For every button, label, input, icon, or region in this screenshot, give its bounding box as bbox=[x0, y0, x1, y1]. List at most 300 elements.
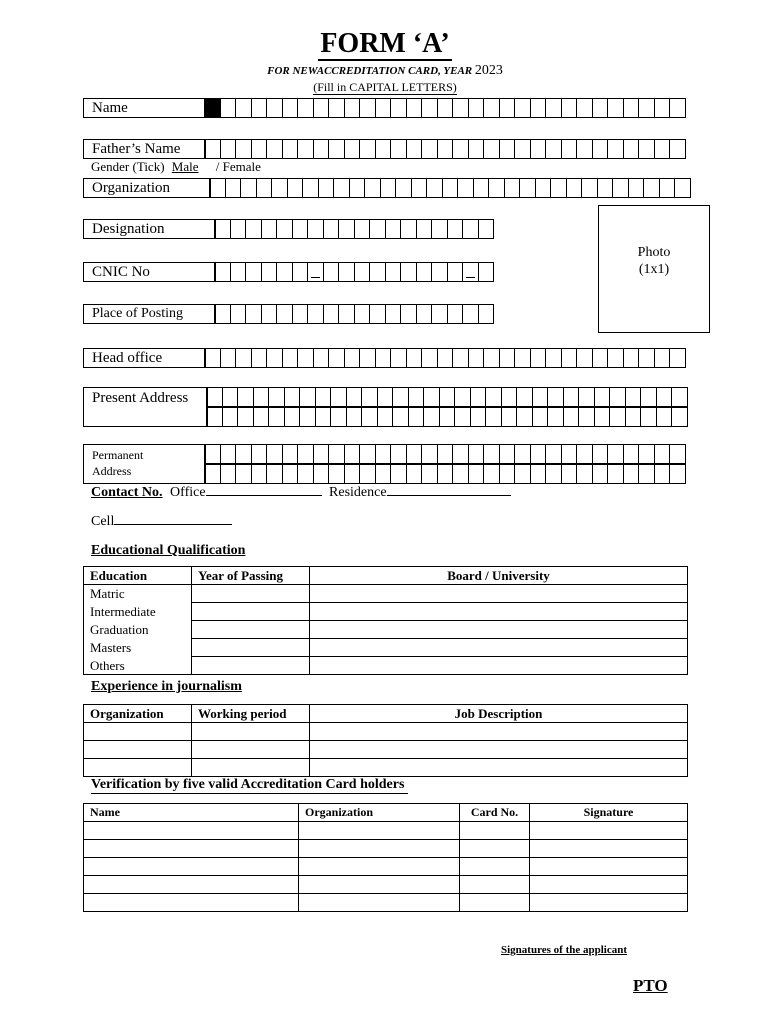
char-box[interactable] bbox=[486, 387, 502, 407]
char-box[interactable] bbox=[308, 262, 324, 282]
char-box[interactable] bbox=[345, 464, 361, 484]
table-cell[interactable] bbox=[192, 759, 310, 777]
table-cell[interactable] bbox=[530, 876, 688, 894]
char-box[interactable] bbox=[520, 178, 536, 198]
char-box[interactable] bbox=[329, 98, 345, 118]
char-box[interactable] bbox=[500, 98, 516, 118]
char-box[interactable] bbox=[432, 262, 448, 282]
char-box[interactable] bbox=[370, 219, 386, 239]
char-box[interactable] bbox=[238, 387, 254, 407]
char-box[interactable] bbox=[355, 262, 371, 282]
char-box[interactable] bbox=[355, 219, 371, 239]
char-box[interactable] bbox=[365, 178, 381, 198]
char-box[interactable] bbox=[515, 348, 531, 368]
char-box[interactable] bbox=[231, 304, 247, 324]
char-box[interactable] bbox=[267, 139, 283, 159]
char-box[interactable] bbox=[657, 407, 673, 427]
char-box[interactable] bbox=[546, 348, 562, 368]
char-box[interactable] bbox=[500, 464, 516, 484]
char-box[interactable] bbox=[238, 407, 254, 427]
table-cell[interactable] bbox=[310, 603, 688, 621]
char-box[interactable] bbox=[277, 304, 293, 324]
char-box[interactable] bbox=[391, 464, 407, 484]
table-cell[interactable] bbox=[299, 858, 460, 876]
char-box[interactable] bbox=[339, 219, 355, 239]
present-address-boxes-2[interactable] bbox=[207, 407, 688, 427]
char-box[interactable] bbox=[502, 387, 518, 407]
char-box[interactable] bbox=[438, 98, 454, 118]
char-box[interactable] bbox=[484, 348, 500, 368]
table-cell[interactable] bbox=[299, 840, 460, 858]
char-box[interactable] bbox=[236, 348, 252, 368]
char-box[interactable] bbox=[515, 139, 531, 159]
char-box[interactable] bbox=[641, 387, 657, 407]
char-box[interactable] bbox=[283, 464, 299, 484]
char-box[interactable] bbox=[205, 444, 221, 464]
char-box[interactable] bbox=[283, 139, 299, 159]
char-box[interactable] bbox=[479, 262, 495, 282]
char-box[interactable] bbox=[345, 348, 361, 368]
char-box[interactable] bbox=[298, 139, 314, 159]
char-box[interactable] bbox=[360, 444, 376, 464]
char-box[interactable] bbox=[610, 407, 626, 427]
char-box[interactable] bbox=[360, 348, 376, 368]
char-box[interactable] bbox=[355, 304, 371, 324]
char-box[interactable] bbox=[624, 348, 640, 368]
char-box[interactable] bbox=[484, 444, 500, 464]
char-box[interactable] bbox=[593, 139, 609, 159]
present-address-boxes-1[interactable] bbox=[207, 387, 688, 407]
char-box[interactable] bbox=[407, 348, 423, 368]
char-box[interactable] bbox=[500, 444, 516, 464]
char-box[interactable] bbox=[469, 348, 485, 368]
char-box[interactable] bbox=[362, 387, 378, 407]
char-box[interactable] bbox=[246, 219, 262, 239]
char-box[interactable] bbox=[386, 219, 402, 239]
char-box[interactable] bbox=[517, 407, 533, 427]
char-box[interactable] bbox=[407, 444, 423, 464]
table-cell[interactable] bbox=[310, 759, 688, 777]
char-box[interactable] bbox=[548, 407, 564, 427]
char-box[interactable] bbox=[412, 178, 428, 198]
table-cell[interactable] bbox=[84, 858, 299, 876]
char-box[interactable] bbox=[272, 178, 288, 198]
cnic-boxes[interactable] bbox=[215, 262, 494, 282]
char-box[interactable] bbox=[362, 407, 378, 427]
char-box[interactable] bbox=[515, 444, 531, 464]
char-box[interactable] bbox=[262, 262, 278, 282]
char-box[interactable] bbox=[608, 139, 624, 159]
char-box[interactable] bbox=[370, 262, 386, 282]
char-box[interactable] bbox=[314, 444, 330, 464]
char-box[interactable] bbox=[396, 178, 412, 198]
char-box[interactable] bbox=[474, 178, 490, 198]
char-box[interactable] bbox=[469, 98, 485, 118]
char-box[interactable] bbox=[546, 98, 562, 118]
char-box[interactable] bbox=[267, 444, 283, 464]
char-box[interactable] bbox=[215, 304, 231, 324]
char-box[interactable] bbox=[267, 348, 283, 368]
char-box[interactable] bbox=[562, 464, 578, 484]
char-box[interactable] bbox=[624, 139, 640, 159]
char-box[interactable] bbox=[360, 98, 376, 118]
char-box[interactable] bbox=[458, 178, 474, 198]
char-box[interactable] bbox=[386, 304, 402, 324]
char-box[interactable] bbox=[422, 139, 438, 159]
char-box[interactable] bbox=[564, 407, 580, 427]
char-box[interactable] bbox=[453, 98, 469, 118]
char-box[interactable] bbox=[298, 444, 314, 464]
char-box[interactable] bbox=[424, 407, 440, 427]
char-box[interactable] bbox=[655, 464, 671, 484]
char-box[interactable] bbox=[593, 348, 609, 368]
table-cell[interactable] bbox=[310, 585, 688, 603]
char-box[interactable] bbox=[205, 139, 221, 159]
char-box[interactable] bbox=[641, 407, 657, 427]
char-box[interactable] bbox=[221, 444, 237, 464]
char-box[interactable] bbox=[448, 304, 464, 324]
char-box[interactable] bbox=[300, 387, 316, 407]
table-cell[interactable] bbox=[299, 876, 460, 894]
char-box[interactable] bbox=[479, 304, 495, 324]
char-box[interactable] bbox=[502, 407, 518, 427]
char-box[interactable] bbox=[267, 98, 283, 118]
char-box[interactable] bbox=[546, 139, 562, 159]
table-cell[interactable] bbox=[192, 741, 310, 759]
char-box[interactable] bbox=[285, 407, 301, 427]
char-box[interactable] bbox=[531, 139, 547, 159]
char-box[interactable] bbox=[391, 348, 407, 368]
char-box[interactable] bbox=[500, 348, 516, 368]
char-box[interactable] bbox=[285, 387, 301, 407]
char-box[interactable] bbox=[424, 387, 440, 407]
char-box[interactable] bbox=[639, 348, 655, 368]
char-box[interactable] bbox=[252, 444, 268, 464]
char-box[interactable] bbox=[639, 444, 655, 464]
char-box[interactable] bbox=[314, 139, 330, 159]
char-box[interactable] bbox=[438, 464, 454, 484]
char-box[interactable] bbox=[639, 98, 655, 118]
char-box[interactable] bbox=[613, 178, 629, 198]
char-box[interactable] bbox=[207, 407, 223, 427]
char-box[interactable] bbox=[463, 304, 479, 324]
char-box[interactable] bbox=[582, 178, 598, 198]
permanent-address-boxes-2[interactable] bbox=[205, 464, 686, 484]
char-box[interactable] bbox=[236, 444, 252, 464]
photo-box[interactable] bbox=[598, 205, 710, 333]
char-box[interactable] bbox=[453, 348, 469, 368]
char-box[interactable] bbox=[536, 178, 552, 198]
char-box[interactable] bbox=[562, 139, 578, 159]
char-box[interactable] bbox=[393, 387, 409, 407]
char-box[interactable] bbox=[500, 139, 516, 159]
table-cell[interactable] bbox=[460, 858, 530, 876]
char-box[interactable] bbox=[608, 444, 624, 464]
table-cell[interactable] bbox=[310, 741, 688, 759]
char-box[interactable] bbox=[655, 348, 671, 368]
char-box[interactable] bbox=[370, 304, 386, 324]
table-cell[interactable] bbox=[530, 894, 688, 912]
char-box[interactable] bbox=[205, 98, 221, 118]
char-box[interactable] bbox=[226, 178, 242, 198]
char-box[interactable] bbox=[469, 464, 485, 484]
char-box[interactable] bbox=[252, 464, 268, 484]
char-box[interactable] bbox=[350, 178, 366, 198]
char-box[interactable] bbox=[283, 444, 299, 464]
char-box[interactable] bbox=[254, 387, 270, 407]
table-cell[interactable] bbox=[192, 639, 310, 657]
char-box[interactable] bbox=[577, 464, 593, 484]
char-box[interactable] bbox=[593, 444, 609, 464]
char-box[interactable] bbox=[463, 262, 479, 282]
char-box[interactable] bbox=[479, 219, 495, 239]
char-box[interactable] bbox=[533, 407, 549, 427]
char-box[interactable] bbox=[329, 444, 345, 464]
table-cell[interactable] bbox=[310, 639, 688, 657]
char-box[interactable] bbox=[440, 407, 456, 427]
char-box[interactable] bbox=[562, 348, 578, 368]
char-box[interactable] bbox=[241, 178, 257, 198]
char-box[interactable] bbox=[257, 178, 273, 198]
char-box[interactable] bbox=[401, 304, 417, 324]
char-box[interactable] bbox=[288, 178, 304, 198]
char-box[interactable] bbox=[269, 387, 285, 407]
table-cell[interactable] bbox=[460, 822, 530, 840]
char-box[interactable] bbox=[293, 304, 309, 324]
char-box[interactable] bbox=[579, 387, 595, 407]
fathers-name-boxes[interactable] bbox=[205, 139, 686, 159]
char-box[interactable] bbox=[314, 98, 330, 118]
char-box[interactable] bbox=[215, 219, 231, 239]
gender-female-option[interactable]: / Female bbox=[215, 159, 261, 174]
char-box[interactable] bbox=[670, 444, 686, 464]
permanent-address-boxes-1[interactable] bbox=[205, 444, 686, 464]
char-box[interactable] bbox=[283, 348, 299, 368]
head-office-boxes[interactable] bbox=[205, 348, 686, 368]
table-cell[interactable] bbox=[192, 657, 310, 675]
char-box[interactable] bbox=[486, 407, 502, 427]
char-box[interactable] bbox=[624, 444, 640, 464]
char-box[interactable] bbox=[463, 219, 479, 239]
char-box[interactable] bbox=[252, 139, 268, 159]
char-box[interactable] bbox=[417, 219, 433, 239]
char-box[interactable] bbox=[316, 387, 332, 407]
table-cell[interactable] bbox=[299, 822, 460, 840]
char-box[interactable] bbox=[236, 139, 252, 159]
char-box[interactable] bbox=[469, 444, 485, 464]
char-box[interactable] bbox=[608, 348, 624, 368]
char-box[interactable] bbox=[453, 444, 469, 464]
char-box[interactable] bbox=[401, 219, 417, 239]
char-box[interactable] bbox=[531, 348, 547, 368]
char-box[interactable] bbox=[277, 262, 293, 282]
char-box[interactable] bbox=[610, 387, 626, 407]
char-box[interactable] bbox=[407, 98, 423, 118]
char-box[interactable] bbox=[236, 464, 252, 484]
char-box[interactable] bbox=[548, 387, 564, 407]
char-box[interactable] bbox=[339, 262, 355, 282]
char-box[interactable] bbox=[655, 139, 671, 159]
table-cell[interactable] bbox=[530, 822, 688, 840]
char-box[interactable] bbox=[546, 444, 562, 464]
char-box[interactable] bbox=[378, 387, 394, 407]
char-box[interactable] bbox=[443, 178, 459, 198]
char-box[interactable] bbox=[626, 407, 642, 427]
char-box[interactable] bbox=[608, 98, 624, 118]
table-cell[interactable] bbox=[310, 621, 688, 639]
char-box[interactable] bbox=[303, 178, 319, 198]
char-box[interactable] bbox=[455, 407, 471, 427]
char-box[interactable] bbox=[345, 444, 361, 464]
char-box[interactable] bbox=[215, 262, 231, 282]
table-cell[interactable] bbox=[310, 723, 688, 741]
char-box[interactable] bbox=[469, 139, 485, 159]
char-box[interactable] bbox=[595, 407, 611, 427]
char-box[interactable] bbox=[378, 407, 394, 427]
char-box[interactable] bbox=[517, 387, 533, 407]
char-box[interactable] bbox=[422, 464, 438, 484]
char-box[interactable] bbox=[347, 407, 363, 427]
char-box[interactable] bbox=[471, 407, 487, 427]
char-box[interactable] bbox=[231, 262, 247, 282]
char-box[interactable] bbox=[453, 139, 469, 159]
char-box[interactable] bbox=[438, 348, 454, 368]
char-box[interactable] bbox=[471, 387, 487, 407]
table-cell[interactable] bbox=[84, 741, 192, 759]
char-box[interactable] bbox=[210, 178, 226, 198]
table-cell[interactable] bbox=[84, 822, 299, 840]
residence-line[interactable] bbox=[387, 495, 511, 496]
char-box[interactable] bbox=[672, 407, 688, 427]
char-box[interactable] bbox=[422, 348, 438, 368]
char-box[interactable] bbox=[577, 348, 593, 368]
char-box[interactable] bbox=[252, 98, 268, 118]
char-box[interactable] bbox=[236, 98, 252, 118]
char-box[interactable] bbox=[595, 387, 611, 407]
char-box[interactable] bbox=[579, 407, 595, 427]
char-box[interactable] bbox=[401, 262, 417, 282]
office-line[interactable] bbox=[206, 495, 322, 496]
char-box[interactable] bbox=[334, 178, 350, 198]
char-box[interactable] bbox=[448, 219, 464, 239]
char-box[interactable] bbox=[422, 98, 438, 118]
char-box[interactable] bbox=[298, 348, 314, 368]
table-cell[interactable] bbox=[310, 657, 688, 675]
char-box[interactable] bbox=[262, 304, 278, 324]
table-cell[interactable] bbox=[460, 894, 530, 912]
char-box[interactable] bbox=[267, 464, 283, 484]
char-box[interactable] bbox=[254, 407, 270, 427]
char-box[interactable] bbox=[223, 407, 239, 427]
char-box[interactable] bbox=[277, 219, 293, 239]
char-box[interactable] bbox=[515, 464, 531, 484]
char-box[interactable] bbox=[409, 407, 425, 427]
char-box[interactable] bbox=[283, 98, 299, 118]
char-box[interactable] bbox=[644, 178, 660, 198]
char-box[interactable] bbox=[417, 304, 433, 324]
char-box[interactable] bbox=[262, 219, 278, 239]
char-box[interactable] bbox=[391, 98, 407, 118]
table-cell[interactable] bbox=[299, 894, 460, 912]
char-box[interactable] bbox=[639, 139, 655, 159]
char-box[interactable] bbox=[629, 178, 645, 198]
char-box[interactable] bbox=[231, 219, 247, 239]
table-cell[interactable] bbox=[84, 876, 299, 894]
char-box[interactable] bbox=[252, 348, 268, 368]
char-box[interactable] bbox=[329, 139, 345, 159]
char-box[interactable] bbox=[422, 444, 438, 464]
char-box[interactable] bbox=[329, 464, 345, 484]
char-box[interactable] bbox=[339, 304, 355, 324]
char-box[interactable] bbox=[221, 348, 237, 368]
char-box[interactable] bbox=[564, 387, 580, 407]
char-box[interactable] bbox=[314, 348, 330, 368]
char-box[interactable] bbox=[314, 464, 330, 484]
char-box[interactable] bbox=[386, 262, 402, 282]
table-cell[interactable] bbox=[84, 894, 299, 912]
char-box[interactable] bbox=[360, 139, 376, 159]
char-box[interactable] bbox=[453, 464, 469, 484]
char-box[interactable] bbox=[655, 98, 671, 118]
char-box[interactable] bbox=[484, 98, 500, 118]
char-box[interactable] bbox=[391, 444, 407, 464]
char-box[interactable] bbox=[455, 387, 471, 407]
char-box[interactable] bbox=[347, 387, 363, 407]
char-box[interactable] bbox=[577, 444, 593, 464]
char-box[interactable] bbox=[293, 262, 309, 282]
char-box[interactable] bbox=[246, 262, 262, 282]
char-box[interactable] bbox=[489, 178, 505, 198]
char-box[interactable] bbox=[624, 464, 640, 484]
char-box[interactable] bbox=[308, 219, 324, 239]
char-box[interactable] bbox=[360, 464, 376, 484]
char-box[interactable] bbox=[593, 464, 609, 484]
char-box[interactable] bbox=[298, 98, 314, 118]
char-box[interactable] bbox=[670, 348, 686, 368]
char-box[interactable] bbox=[381, 178, 397, 198]
table-cell[interactable] bbox=[530, 858, 688, 876]
char-box[interactable] bbox=[608, 464, 624, 484]
char-box[interactable] bbox=[269, 407, 285, 427]
char-box[interactable] bbox=[221, 98, 237, 118]
table-cell[interactable] bbox=[84, 840, 299, 858]
char-box[interactable] bbox=[376, 348, 392, 368]
char-box[interactable] bbox=[345, 139, 361, 159]
name-boxes[interactable] bbox=[205, 98, 686, 118]
char-box[interactable] bbox=[223, 387, 239, 407]
char-box[interactable] bbox=[672, 387, 688, 407]
table-cell[interactable] bbox=[530, 840, 688, 858]
char-box[interactable] bbox=[205, 464, 221, 484]
char-box[interactable] bbox=[391, 139, 407, 159]
char-box[interactable] bbox=[246, 304, 262, 324]
char-box[interactable] bbox=[417, 262, 433, 282]
char-box[interactable] bbox=[546, 464, 562, 484]
char-box[interactable] bbox=[221, 464, 237, 484]
table-cell[interactable] bbox=[192, 621, 310, 639]
char-box[interactable] bbox=[562, 98, 578, 118]
char-box[interactable] bbox=[626, 387, 642, 407]
char-box[interactable] bbox=[438, 139, 454, 159]
char-box[interactable] bbox=[308, 304, 324, 324]
char-box[interactable] bbox=[427, 178, 443, 198]
char-box[interactable] bbox=[660, 178, 676, 198]
char-box[interactable] bbox=[376, 139, 392, 159]
char-box[interactable] bbox=[531, 98, 547, 118]
char-box[interactable] bbox=[207, 387, 223, 407]
char-box[interactable] bbox=[298, 464, 314, 484]
char-box[interactable] bbox=[551, 178, 567, 198]
